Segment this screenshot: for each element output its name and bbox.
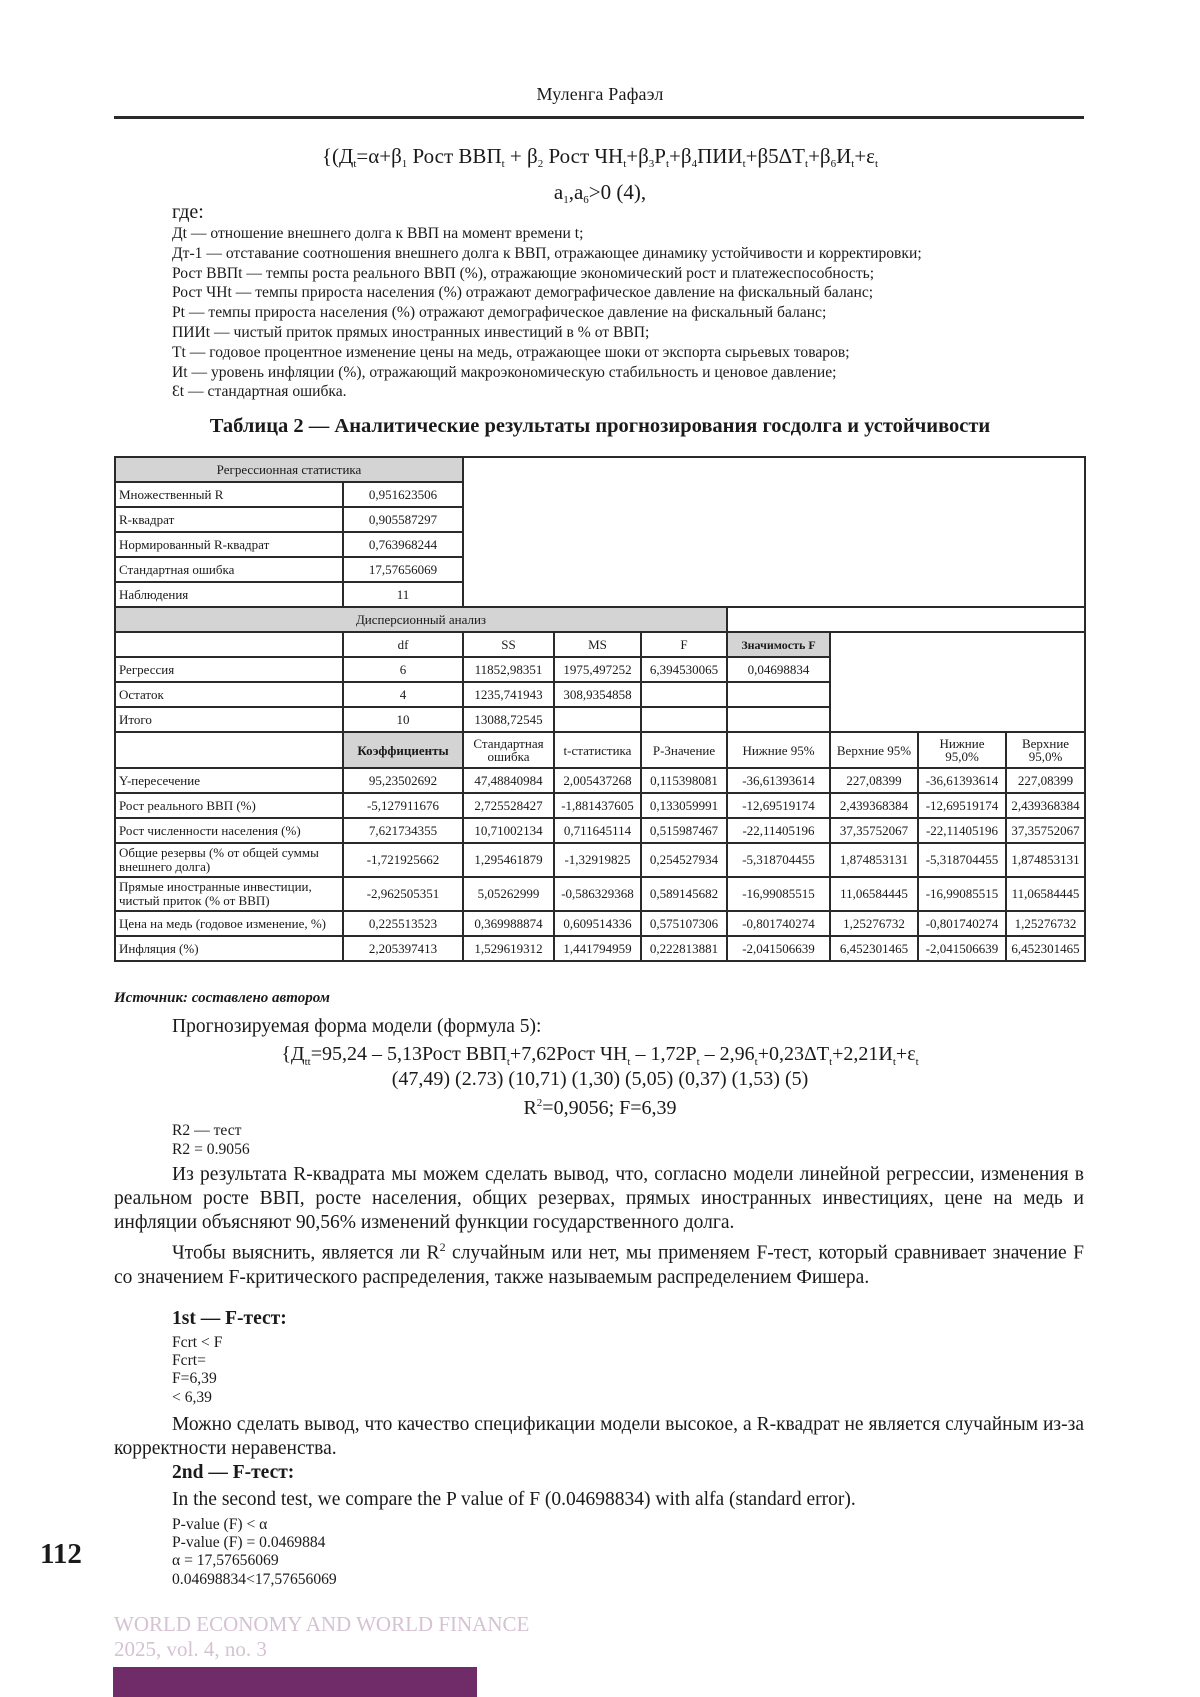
coef-value: 2,205397413 xyxy=(343,936,463,961)
regstat-label: Множественный R xyxy=(115,482,343,507)
coef-row xyxy=(115,877,1085,911)
journal-issue: 2025, vol. 4, no. 3 xyxy=(114,1637,267,1661)
regstat-value: 0,951623506 xyxy=(343,482,463,507)
coef-header-cell: Нижние 95,0% xyxy=(918,732,1006,768)
coef-header-cell: Верхние 95% xyxy=(830,732,918,768)
running-head-author: Муленга Рафаэл xyxy=(536,84,664,104)
coef-row xyxy=(115,768,1085,793)
coef-header-cell: Верхние 95,0% xyxy=(1006,732,1085,768)
coef-value: 0,115398081 xyxy=(641,768,727,793)
anova-header-cell: Значимость F xyxy=(727,632,830,657)
anova-f xyxy=(641,707,727,732)
test1-line: < 6,39 xyxy=(172,1389,212,1406)
coef-value: 95,23502692 xyxy=(343,768,463,793)
coef-value: -22,11405196 xyxy=(918,818,1006,843)
coef-value: 1,295461879 xyxy=(463,843,554,877)
coef-variable: Прямые иностранные инвестиции, чистый приток (% от ВВП) xyxy=(115,877,343,911)
coef-header-cell: Нижние 95% xyxy=(727,732,830,768)
regstat-value: 0,763968244 xyxy=(343,532,463,557)
coef-value: -1,721925662 xyxy=(343,843,463,877)
equation-4-line-1: {($Д_t=\alpha+\beta_1$ Рост $ВВП_t + \beta_2$ Рост $ЧН_t+\beta_3P_t+\beta_4ПИИ_t+\beta 5\Delta Т_t+\beta_6И_t+\varepsilon_t$ xyxy=(321,144,879,170)
anova-label: Остаток xyxy=(115,682,343,707)
definition-item: Иt — уровень инфляции (%), отражающий макроэкономическую стабильность и ценовое давление; xyxy=(172,363,837,381)
coef-row xyxy=(115,936,1085,961)
forecast-intro: Прогнозируемая форма модели (формула 5): xyxy=(172,1016,542,1037)
coef-value: 227,08399 xyxy=(1006,768,1085,793)
anova-header-cell: MS xyxy=(554,632,641,657)
test1-line: Fcrt < F xyxy=(172,1334,223,1351)
anova-header-cell: df xyxy=(343,632,463,657)
regstat-label: Нормированный R-квадрат xyxy=(115,532,343,557)
coef-value: 0,133059991 xyxy=(641,793,727,818)
coef-value: 227,08399 xyxy=(830,768,918,793)
coef-value: 2,439368384 xyxy=(1006,793,1085,818)
coef-value: 6,452301465 xyxy=(1006,936,1085,961)
coef-value: 2,005437268 xyxy=(554,768,641,793)
coef-value: 11,06584445 xyxy=(1006,877,1085,911)
definition-item: ПИИt — чистый приток прямых иностранных инвестиций в % от ВВП; xyxy=(172,323,650,341)
coef-value: -0,801740274 xyxy=(918,911,1006,936)
footer-brand-bar xyxy=(113,1667,477,1697)
journal-info xyxy=(114,1612,529,1662)
paragraph-r2-conclusion: Из результата R-квадрата мы можем сделать вывод, что, согласно модели линейной регрессии, изменения в реальном росте ВВП, росте населения, общих резервах, прямых иностранных инвестициях, цене на медь и инфляции объясняют 90,56% изменений функции государственного долга. xyxy=(114,1164,1084,1233)
anova-header-cell xyxy=(115,632,343,657)
test1-line: F=6,39 xyxy=(172,1370,217,1387)
regstat-title-row xyxy=(115,457,1085,482)
coef-value: 7,621734355 xyxy=(343,818,463,843)
coef-variable: Общие резервы (% от общей суммы внешнего долга) xyxy=(115,843,343,877)
forecast-equation-line-2: (47,49) (2.73) (10,71) (1,30) (5,05) (0,37) (1,53) (5) xyxy=(391,1068,809,1090)
test2-text: In the second test, we compare the P value of F (0.04698834) with alfa (standard error). xyxy=(172,1489,856,1510)
test2-title: 2nd — F-тест: xyxy=(172,1462,295,1483)
coef-value: -12,69519174 xyxy=(727,793,830,818)
test1-line: Fcrt= xyxy=(172,1352,206,1369)
coef-variable: Цена на медь (годовое изменение, %) xyxy=(115,911,343,936)
table-caption: Таблица 2 — Аналитические результаты прогнозирования госдолга и устойчивости xyxy=(209,415,991,437)
coef-value: 1,441794959 xyxy=(554,936,641,961)
coef-value: -1,32919825 xyxy=(554,843,641,877)
regstat-label: Наблюдения xyxy=(115,582,343,607)
coef-value: 1,874853131 xyxy=(1006,843,1085,877)
anova-ss: 13088,72545 xyxy=(463,707,554,732)
forecast-equation-line-1: {$Д_{tt}=95,24$ – 5,13Рост $ВВП_t+7,62Рост$ $ЧН_t - 1,72P_t - 2,96_t+0,23\Delta Т_t+2,21И_t+\varepsilon_t$ xyxy=(281,1043,919,1068)
anova-significance: 0,04698834 xyxy=(727,657,830,682)
regression-table xyxy=(114,456,1086,962)
coef-value: -36,61393614 xyxy=(727,768,830,793)
coef-value: -2,962505351 xyxy=(343,877,463,911)
anova-df: 6 xyxy=(343,657,463,682)
coef-value: -0,586329368 xyxy=(554,877,641,911)
variable-definitions xyxy=(172,200,1102,402)
coef-value: -2,041506639 xyxy=(918,936,1006,961)
anova-label: Итого xyxy=(115,707,343,732)
regstat-label: Стандартная ошибка xyxy=(115,557,343,582)
coef-value: 0,222813881 xyxy=(641,936,727,961)
coef-variable: Рост реального ВВП (%) xyxy=(115,793,343,818)
coef-value: 1,25276732 xyxy=(830,911,918,936)
definitions-where: где: xyxy=(172,201,204,223)
coef-value: -36,61393614 xyxy=(918,768,1006,793)
coef-value: 1,25276732 xyxy=(1006,911,1085,936)
definition-item: Дt — отношение внешнего долга к ВВП на момент времени t; xyxy=(172,225,584,242)
equation-4-line-2: $a_1,a_6>0$ (4), xyxy=(553,180,647,206)
coef-row xyxy=(115,793,1085,818)
r2-test-label: R2 — тест xyxy=(172,1122,242,1139)
r2-value: R2 = 0.9056 xyxy=(172,1141,250,1158)
anova-ss: 1235,741943 xyxy=(463,682,554,707)
coef-value: 0,254527934 xyxy=(641,843,727,877)
paragraph-f-test-intro: Чтобы выяснить, является ли $R^2$ случайным или нет, мы применяем F-тест, который сравнивает значение F со значением F-критического распределения, также называемым распределением Фишера. xyxy=(114,1240,1084,1288)
table-source: Источник: составлено автором xyxy=(114,990,330,1006)
test1-title: 1st — F-тест: xyxy=(172,1308,287,1329)
coef-value: 1,529619312 xyxy=(463,936,554,961)
test2-line: α = 17,57656069 xyxy=(172,1552,279,1569)
coef-value: 47,48840984 xyxy=(463,768,554,793)
coef-value: 0,609514336 xyxy=(554,911,641,936)
coef-value: -12,69519174 xyxy=(918,793,1006,818)
regstat-title: Регрессионная статистика xyxy=(115,457,463,482)
coef-value: 11,06584445 xyxy=(830,877,918,911)
coef-value: 0,515987467 xyxy=(641,818,727,843)
coef-row xyxy=(115,818,1085,843)
coef-value: -5,127911676 xyxy=(343,793,463,818)
coef-value: 1,874853131 xyxy=(830,843,918,877)
regstat-label: R-квадрат xyxy=(115,507,343,532)
anova-ms: 1975,497252 xyxy=(554,657,641,682)
coef-value: 37,35752067 xyxy=(1006,818,1085,843)
coef-value: -16,99085515 xyxy=(727,877,830,911)
definition-item: Tt — годовое процентное изменение цены на медь, отражающее шоки от экспорта сырьевых товаров; xyxy=(172,343,850,361)
regstat-value: 17,57656069 xyxy=(343,557,463,582)
anova-header-cell: F xyxy=(641,632,727,657)
coef-header-cell: t-статистика xyxy=(554,732,641,768)
anova-df: 4 xyxy=(343,682,463,707)
empty-area xyxy=(727,607,1085,632)
anova-title-row xyxy=(115,607,1085,632)
coef-variable: Y-пересечение xyxy=(115,768,343,793)
anova-significance xyxy=(727,682,830,707)
coef-value: 5,05262999 xyxy=(463,877,554,911)
regstat-value: 11 xyxy=(343,582,463,607)
coef-row xyxy=(115,843,1085,877)
coef-variable: Инфляция (%) xyxy=(115,936,343,961)
coef-value: 6,452301465 xyxy=(830,936,918,961)
coef-value: -5,318704455 xyxy=(918,843,1006,877)
test2-line: P-value (F) < α xyxy=(172,1516,268,1533)
coef-value: 2,439368384 xyxy=(830,793,918,818)
test2-line: 0.04698834<17,57656069 xyxy=(172,1571,337,1588)
anova-ss: 11852,98351 xyxy=(463,657,554,682)
regstat-value: 0,905587297 xyxy=(343,507,463,532)
coef-value: -5,318704455 xyxy=(727,843,830,877)
coef-value: -1,881437605 xyxy=(554,793,641,818)
anova-label: Регрессия xyxy=(115,657,343,682)
coef-value: -2,041506639 xyxy=(727,936,830,961)
anova-header-row xyxy=(115,632,1085,657)
paragraph-specification-quality: Можно сделать вывод, что качество спецификации модели высокое, а R-квадрат не является случайным из-за корректности неравенства. xyxy=(114,1414,1084,1459)
empty-area xyxy=(830,632,1085,732)
coef-row xyxy=(115,911,1085,936)
coef-header-cell xyxy=(115,732,343,768)
anova-f: 6,394530065 xyxy=(641,657,727,682)
coef-header-cell: Стандартная ошибка xyxy=(463,732,554,768)
anova-ms: 308,9354858 xyxy=(554,682,641,707)
coef-variable: Рост численности населения (%) xyxy=(115,818,343,843)
journal-name: WORLD ECONOMY AND WORLD FINANCE xyxy=(114,1612,530,1636)
anova-df: 10 xyxy=(343,707,463,732)
anova-f xyxy=(641,682,727,707)
coef-header-cell: Коэффициенты xyxy=(343,732,463,768)
coef-value: 0,589145682 xyxy=(641,877,727,911)
empty-area xyxy=(463,457,1085,607)
header-rule xyxy=(114,116,1084,119)
coef-value: -16,99085515 xyxy=(918,877,1006,911)
coef-value: 0,225513523 xyxy=(343,911,463,936)
definition-item: Дт-1 — отставание соотношения внешнего долга к ВВП, отражающее динамику устойчивости и корректировки; xyxy=(172,244,922,262)
coef-header-row xyxy=(115,732,1085,768)
coef-value: 10,71002134 xyxy=(463,818,554,843)
coef-value: 37,35752067 xyxy=(830,818,918,843)
anova-title: Дисперсионный анализ xyxy=(115,607,727,632)
anova-ms xyxy=(554,707,641,732)
definition-item: Рост ВВПt — темпы роста реального ВВП (%), отражающие экономический рост и платежеспособность; xyxy=(172,264,875,282)
coef-value: 0,711645114 xyxy=(554,818,641,843)
definition-item: Ɛt — стандартная ошибка. xyxy=(172,383,347,401)
coef-value: 0,369988874 xyxy=(463,911,554,936)
coef-value: -0,801740274 xyxy=(727,911,830,936)
coef-header-cell: P-Значение xyxy=(641,732,727,768)
forecast-equation-line-3: $R^2=0,9056$; F=6,39 xyxy=(523,1097,677,1119)
coef-value: 2,725528427 xyxy=(463,793,554,818)
coef-value: 0,575107306 xyxy=(641,911,727,936)
anova-header-cell: SS xyxy=(463,632,554,657)
page-number: 112 xyxy=(40,1538,82,1570)
definition-item: Pt — темпы прироста населения (%) отражают демографическое давление на фискальный баланс; xyxy=(172,304,827,322)
anova-significance xyxy=(727,707,830,732)
test2-line: P-value (F) = 0.0469884 xyxy=(172,1534,326,1551)
coef-value: -22,11405196 xyxy=(727,818,830,843)
definition-item: Рост ЧНt — темпы прироста населения (%) отражают демографическое давление на фискальный баланс; xyxy=(172,284,874,302)
